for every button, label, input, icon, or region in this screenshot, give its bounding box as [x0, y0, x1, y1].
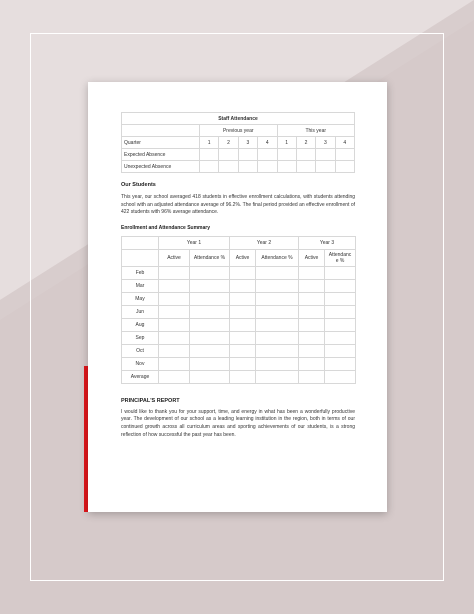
table-cell	[256, 279, 299, 292]
table-cell	[159, 370, 190, 383]
table-cell	[256, 266, 299, 279]
table-cell	[190, 318, 230, 331]
month-label: Average	[122, 370, 159, 383]
table-cell	[230, 370, 256, 383]
table-cell	[325, 279, 356, 292]
document-content	[121, 112, 355, 439]
table-cell	[230, 305, 256, 318]
table-cell	[325, 344, 356, 357]
this-year-header: This year	[277, 125, 355, 137]
year-3-header: Year 3	[299, 236, 356, 249]
table-cell	[159, 305, 190, 318]
table-cell	[230, 331, 256, 344]
table-cell	[230, 292, 256, 305]
table-cell	[230, 318, 256, 331]
row-label: Expected Absence	[122, 149, 200, 161]
month-rows	[122, 266, 356, 383]
table-cell	[159, 279, 190, 292]
table-cell	[335, 149, 354, 161]
table-cell	[219, 149, 238, 161]
table-row	[122, 305, 356, 318]
column-header: Active	[159, 249, 190, 266]
table-cell	[159, 331, 190, 344]
staff-attendance-table	[121, 112, 355, 173]
table-cell	[256, 370, 299, 383]
column-header: Active	[230, 249, 256, 266]
month-label: Aug	[122, 318, 159, 331]
month-label: Sep	[122, 331, 159, 344]
table-cell	[316, 161, 335, 173]
table-cell	[299, 292, 325, 305]
table-cell	[230, 344, 256, 357]
table-cell: 1	[277, 137, 296, 149]
table-cell	[325, 305, 356, 318]
table-cell: 2	[219, 137, 238, 149]
document-page	[88, 82, 387, 512]
table-cell	[299, 344, 325, 357]
principal-report-paragraph: I would like to thank you for your support, time, and energy in what has been a wonderfully productive year. The development of our school as a leading learning institution in the region, both in terms of our continued growth across all curriculum areas and sporting achievements of our students, is a strong reflection of how successful the past year has been.	[121, 408, 355, 438]
table-cell: 4	[335, 137, 354, 149]
table-cell	[296, 149, 315, 161]
row-label: Quarter	[122, 137, 200, 149]
table-cell: 3	[316, 137, 335, 149]
table-cell	[256, 292, 299, 305]
table-row	[122, 266, 356, 279]
table-cell	[230, 266, 256, 279]
table-cell	[316, 149, 335, 161]
table-cell	[159, 318, 190, 331]
table-cell	[299, 305, 325, 318]
table-cell	[325, 266, 356, 279]
table-cell	[230, 357, 256, 370]
table-cell	[190, 279, 230, 292]
table-cell	[238, 149, 257, 161]
table-cell: 2	[296, 137, 315, 149]
table-cell: 1	[200, 137, 219, 149]
table-cell	[190, 344, 230, 357]
table-cell	[299, 318, 325, 331]
column-header: Attendanc e %	[325, 249, 356, 266]
table-cell	[122, 236, 159, 249]
table-row	[122, 249, 356, 266]
row-label: Unexpected Absence	[122, 161, 200, 173]
month-label: Jun	[122, 305, 159, 318]
column-header: Attendance %	[190, 249, 230, 266]
table-cell	[238, 161, 257, 173]
table-cell: 4	[258, 137, 277, 149]
table-cell	[256, 331, 299, 344]
table-cell	[190, 266, 230, 279]
table-cell	[230, 279, 256, 292]
table-row	[122, 318, 356, 331]
table-cell: 3	[238, 137, 257, 149]
table-cell	[299, 370, 325, 383]
table-cell	[200, 161, 219, 173]
table-cell	[122, 125, 200, 137]
table-cell	[256, 318, 299, 331]
table-cell	[277, 149, 296, 161]
table-cell	[159, 292, 190, 305]
table-cell	[258, 161, 277, 173]
table-cell	[190, 331, 230, 344]
table-cell	[200, 149, 219, 161]
enrollment-heading: Enrollment and Attendance Summary	[121, 224, 210, 231]
previous-year-header: Previous year	[200, 125, 278, 137]
enrollment-table	[121, 236, 356, 384]
month-label: May	[122, 292, 159, 305]
table-row	[122, 370, 356, 383]
principal-report-heading: PRINCIPAL'S REPORT	[121, 397, 180, 404]
table-cell	[277, 161, 296, 173]
table-cell	[256, 357, 299, 370]
table-row	[122, 357, 356, 370]
table-cell	[325, 318, 356, 331]
column-header: Attendance %	[256, 249, 299, 266]
month-label: Nov	[122, 357, 159, 370]
year-1-header: Year 1	[159, 236, 230, 249]
our-students-heading: Our Students	[121, 182, 156, 188]
month-label: Oct	[122, 344, 159, 357]
table-cell	[190, 370, 230, 383]
table-cell	[299, 331, 325, 344]
table-row	[122, 149, 355, 161]
table-cell	[325, 331, 356, 344]
table-row	[122, 236, 356, 249]
table-cell	[299, 279, 325, 292]
table-cell	[299, 357, 325, 370]
year-2-header: Year 2	[230, 236, 299, 249]
table-cell	[325, 370, 356, 383]
table-cell	[325, 357, 356, 370]
table-cell	[159, 357, 190, 370]
table-cell	[325, 292, 356, 305]
table-row	[122, 279, 356, 292]
table-cell	[122, 249, 159, 266]
table-cell	[296, 161, 315, 173]
table-cell	[256, 344, 299, 357]
table-row	[122, 161, 355, 173]
table-row	[122, 344, 356, 357]
table-cell	[159, 266, 190, 279]
table-cell	[190, 357, 230, 370]
column-header: Active	[299, 249, 325, 266]
table-row	[122, 292, 356, 305]
month-label: Feb	[122, 266, 159, 279]
table-row	[122, 331, 356, 344]
table-cell	[335, 161, 354, 173]
table-row	[122, 137, 355, 149]
table-cell	[256, 305, 299, 318]
table-cell	[159, 344, 190, 357]
our-students-paragraph: This year, our school averaged 418 students in effective enrollment calculations, with students attending school with an adjusted attendance average of 96.2%. The final period provided an effective enrollment of 422 students with 96% average attendance.	[121, 194, 355, 216]
table-cell	[258, 149, 277, 161]
table-cell	[219, 161, 238, 173]
table-cell	[190, 292, 230, 305]
table-cell	[190, 305, 230, 318]
month-label: Mar	[122, 279, 159, 292]
staff-attendance-title: Staff Attendance	[122, 113, 355, 125]
table-cell	[299, 266, 325, 279]
